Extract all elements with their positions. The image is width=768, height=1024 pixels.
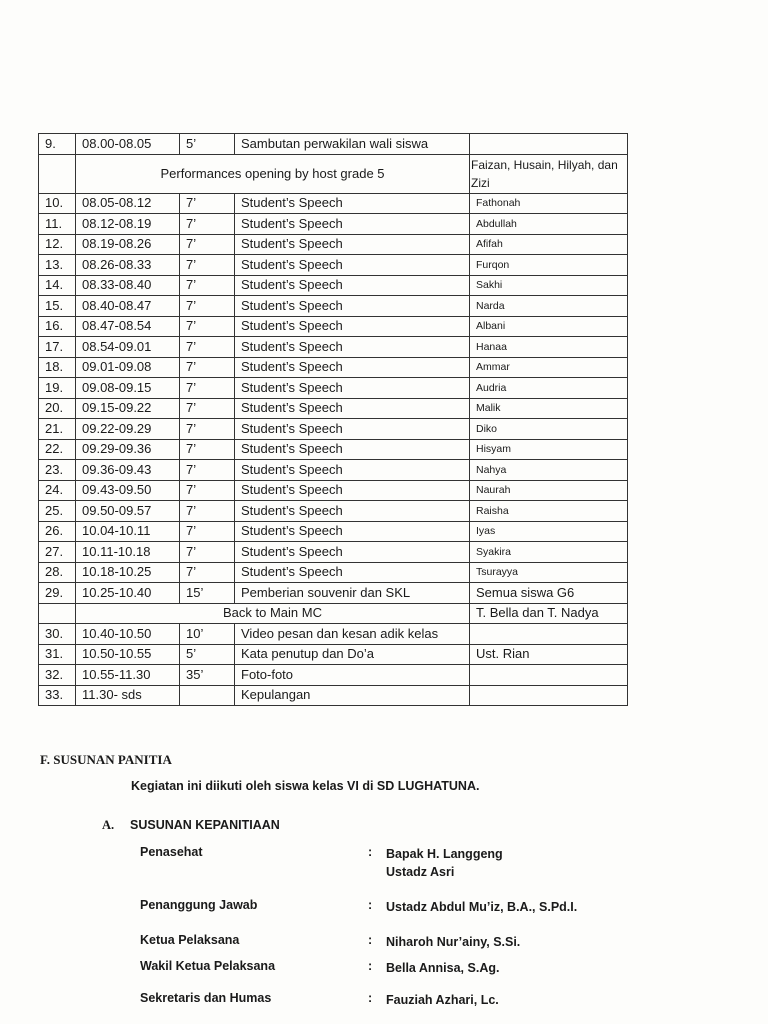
duration-cell: 7’	[180, 275, 235, 296]
time-cell: 08.12-08.19	[76, 214, 180, 235]
row-number-cell: 27.	[39, 542, 76, 563]
committee-name: Bella Annisa, S.Ag.	[386, 961, 500, 975]
duration-cell: 7’	[180, 357, 235, 378]
person-cell: Diko	[470, 419, 628, 440]
person-cell: Narda	[470, 296, 628, 317]
person-cell: Tsurayya	[470, 562, 628, 583]
duration-cell: 7’	[180, 193, 235, 214]
activity-cell: Student’s Speech	[235, 419, 470, 440]
duration-cell: 7’	[180, 501, 235, 522]
duration-cell: 7’	[180, 214, 235, 235]
row-number-cell: 12.	[39, 234, 76, 255]
row-number-cell: 32.	[39, 665, 76, 686]
section-intro: Kegiatan ini diikuti oleh siswa kelas VI di SD LUGHATUNA.	[131, 779, 480, 793]
time-cell: 08.47-08.54	[76, 316, 180, 337]
person-cell: Naurah	[470, 480, 628, 501]
activity-cell: Student’s Speech	[235, 234, 470, 255]
time-cell: 09.15-09.22	[76, 398, 180, 419]
schedule-row	[39, 193, 628, 214]
activity-cell: Student’s Speech	[235, 316, 470, 337]
person-cell: Abdullah	[470, 214, 628, 235]
row-number-cell	[39, 154, 76, 193]
row-number-cell: 21.	[39, 419, 76, 440]
activity-cell: Student’s Speech	[235, 480, 470, 501]
schedule-row	[39, 255, 628, 276]
person-cell	[470, 685, 628, 706]
schedule-row	[39, 419, 628, 440]
time-cell: 09.29-09.36	[76, 439, 180, 460]
time-cell: 09.50-09.57	[76, 501, 180, 522]
schedule-row	[39, 480, 628, 501]
row-number-cell: 29.	[39, 583, 76, 604]
activity-cell: Student’s Speech	[235, 337, 470, 358]
activity-cell: Student’s Speech	[235, 357, 470, 378]
schedule-row	[39, 644, 628, 665]
time-cell: 10.18-10.25	[76, 562, 180, 583]
committee-role: Penanggung Jawab	[140, 898, 258, 912]
row-number-cell: 23.	[39, 460, 76, 481]
committee-name: Ustadz Abdul Mu’iz, B.A., S.Pd.I.	[386, 900, 578, 914]
row-number-cell: 15.	[39, 296, 76, 317]
row-number-cell	[39, 603, 76, 624]
committee-names	[386, 933, 520, 951]
time-cell: 10.11-10.18	[76, 542, 180, 563]
schedule-row	[39, 234, 628, 255]
activity-cell: Kata penutup dan Do’a	[235, 644, 470, 665]
time-cell: 08.54-09.01	[76, 337, 180, 358]
schedule-row	[39, 398, 628, 419]
schedule-row	[39, 542, 628, 563]
person-cell: Albani	[470, 316, 628, 337]
person-cell: Nahya	[470, 460, 628, 481]
time-cell: 10.40-10.50	[76, 624, 180, 645]
subsection-label: SUSUNAN KEPANITIAAN	[130, 818, 280, 832]
person-cell: Hisyam	[470, 439, 628, 460]
activity-cell: Student’s Speech	[235, 542, 470, 563]
person-cell: Malik	[470, 398, 628, 419]
subsection-title	[102, 818, 280, 833]
time-cell: 10.50-10.55	[76, 644, 180, 665]
person-cell: Fathonah	[470, 193, 628, 214]
duration-cell: 7’	[180, 255, 235, 276]
row-number-cell: 30.	[39, 624, 76, 645]
duration-cell: 7’	[180, 542, 235, 563]
row-number-cell: 14.	[39, 275, 76, 296]
time-cell: 09.01-09.08	[76, 357, 180, 378]
schedule-row	[39, 154, 628, 193]
activity-cell: Student’s Speech	[235, 193, 470, 214]
activity-cell: Foto-foto	[235, 665, 470, 686]
duration-cell: 7’	[180, 521, 235, 542]
row-number-cell: 20.	[39, 398, 76, 419]
activity-cell: Student’s Speech	[235, 398, 470, 419]
committee-role: Wakil Ketua Pelaksana	[140, 959, 276, 973]
person-cell: Hanaa	[470, 337, 628, 358]
merged-activity-cell: Performances opening by host grade 5	[76, 154, 470, 193]
row-number-cell: 9.	[39, 134, 76, 155]
schedule-row	[39, 521, 628, 542]
duration-cell: 7’	[180, 419, 235, 440]
duration-cell	[180, 685, 235, 706]
duration-cell: 35’	[180, 665, 235, 686]
schedule-row	[39, 685, 628, 706]
activity-cell: Sambutan perwakilan wali siswa	[235, 134, 470, 155]
person-cell	[470, 624, 628, 645]
person-cell: Iyas	[470, 521, 628, 542]
colon-separator: :	[368, 959, 373, 973]
schedule-row	[39, 378, 628, 399]
time-cell: 08.05-08.12	[76, 193, 180, 214]
colon-separator: :	[368, 845, 373, 859]
time-cell: 10.04-10.11	[76, 521, 180, 542]
schedule-row	[39, 316, 628, 337]
schedule-row	[39, 296, 628, 317]
activity-cell: Pemberian souvenir dan SKL	[235, 583, 470, 604]
activity-cell: Student’s Speech	[235, 296, 470, 317]
time-cell: 10.25-10.40	[76, 583, 180, 604]
schedule-row	[39, 501, 628, 522]
person-cell: Syakira	[470, 542, 628, 563]
row-number-cell: 31.	[39, 644, 76, 665]
committee-name: Niharoh Nur’ainy, S.Si.	[386, 935, 521, 949]
time-cell: 09.36-09.43	[76, 460, 180, 481]
row-number-cell: 19.	[39, 378, 76, 399]
time-cell: 08.00-08.05	[76, 134, 180, 155]
committee-names	[386, 898, 577, 916]
activity-cell: Student’s Speech	[235, 460, 470, 481]
time-cell: 10.55-11.30	[76, 665, 180, 686]
colon-separator: :	[368, 991, 373, 1005]
activity-cell: Student’s Speech	[235, 378, 470, 399]
time-cell: 08.26-08.33	[76, 255, 180, 276]
time-cell: 09.22-09.29	[76, 419, 180, 440]
committee-names	[386, 991, 499, 1009]
row-number-cell: 25.	[39, 501, 76, 522]
person-cell: Afifah	[470, 234, 628, 255]
duration-cell: 7’	[180, 398, 235, 419]
time-cell: 08.40-08.47	[76, 296, 180, 317]
row-number-cell: 17.	[39, 337, 76, 358]
person-cell: T. Bella dan T. Nadya	[470, 603, 628, 624]
duration-cell: 7’	[180, 460, 235, 481]
row-number-cell: 28.	[39, 562, 76, 583]
schedule-row	[39, 214, 628, 235]
person-cell: Audria	[470, 378, 628, 399]
schedule-row	[39, 562, 628, 583]
activity-cell: Student’s Speech	[235, 562, 470, 583]
duration-cell: 5’	[180, 134, 235, 155]
person-cell: Sakhi	[470, 275, 628, 296]
activity-cell: Student’s Speech	[235, 521, 470, 542]
person-cell: Semua siswa G6	[470, 583, 628, 604]
person-cell	[470, 134, 628, 155]
time-cell: 08.19-08.26	[76, 234, 180, 255]
activity-cell: Student’s Speech	[235, 439, 470, 460]
time-cell: 09.08-09.15	[76, 378, 180, 399]
row-number-cell: 18.	[39, 357, 76, 378]
duration-cell: 7’	[180, 296, 235, 317]
duration-cell: 5’	[180, 644, 235, 665]
row-number-cell: 11.	[39, 214, 76, 235]
row-number-cell: 10.	[39, 193, 76, 214]
section-title: F. SUSUNAN PANITIA	[40, 752, 172, 767]
committee-role: Sekretaris dan Humas	[140, 991, 272, 1005]
duration-cell: 7’	[180, 316, 235, 337]
row-number-cell: 33.	[39, 685, 76, 706]
schedule-row	[39, 665, 628, 686]
duration-cell: 7’	[180, 337, 235, 358]
schedule-row	[39, 460, 628, 481]
duration-cell: 10’	[180, 624, 235, 645]
person-cell	[470, 665, 628, 686]
activity-cell: Video pesan dan kesan adik kelas	[235, 624, 470, 645]
duration-cell: 15’	[180, 583, 235, 604]
colon-separator: :	[368, 898, 373, 912]
committee-name: Bapak H. Langgeng	[386, 847, 503, 861]
committee-names	[386, 959, 499, 977]
activity-cell: Student’s Speech	[235, 501, 470, 522]
activity-cell: Student’s Speech	[235, 214, 470, 235]
schedule-row	[39, 603, 628, 624]
time-cell: 09.43-09.50	[76, 480, 180, 501]
activity-cell: Kepulangan	[235, 685, 470, 706]
duration-cell: 7’	[180, 439, 235, 460]
schedule-body	[39, 134, 628, 706]
schedule-row	[39, 134, 628, 155]
row-number-cell: 22.	[39, 439, 76, 460]
row-number-cell: 24.	[39, 480, 76, 501]
row-number-cell: 26.	[39, 521, 76, 542]
person-cell: Furqon	[470, 255, 628, 276]
schedule-row	[39, 583, 628, 604]
schedule-row	[39, 337, 628, 358]
schedule-row	[39, 439, 628, 460]
time-cell: 08.33-08.40	[76, 275, 180, 296]
duration-cell: 7’	[180, 234, 235, 255]
row-number-cell: 16.	[39, 316, 76, 337]
committee-role: Ketua Pelaksana	[140, 933, 240, 947]
duration-cell: 7’	[180, 562, 235, 583]
schedule-row	[39, 357, 628, 378]
committee-name: Ustadz Asri	[386, 865, 455, 879]
schedule-row	[39, 275, 628, 296]
schedule-row	[39, 624, 628, 645]
activity-cell: Student’s Speech	[235, 255, 470, 276]
person-cell: Raisha	[470, 501, 628, 522]
duration-cell: 7’	[180, 378, 235, 399]
person-cell: Ammar	[470, 357, 628, 378]
committee-name: Fauziah Azhari, Lc.	[386, 993, 499, 1007]
person-cell: Ust. Rian	[470, 644, 628, 665]
committee-role: Penasehat	[140, 845, 203, 859]
committee-names	[386, 845, 503, 881]
person-cell: Faizan, Husain, Hilyah, dan Zizi	[470, 154, 628, 193]
merged-activity-cell: Back to Main MC	[76, 603, 470, 624]
row-number-cell: 13.	[39, 255, 76, 276]
subsection-letter: A.	[102, 818, 115, 832]
colon-separator: :	[368, 933, 373, 947]
schedule-table	[38, 133, 628, 706]
activity-cell: Student’s Speech	[235, 275, 470, 296]
duration-cell: 7’	[180, 480, 235, 501]
time-cell: 11.30- sds	[76, 685, 180, 706]
